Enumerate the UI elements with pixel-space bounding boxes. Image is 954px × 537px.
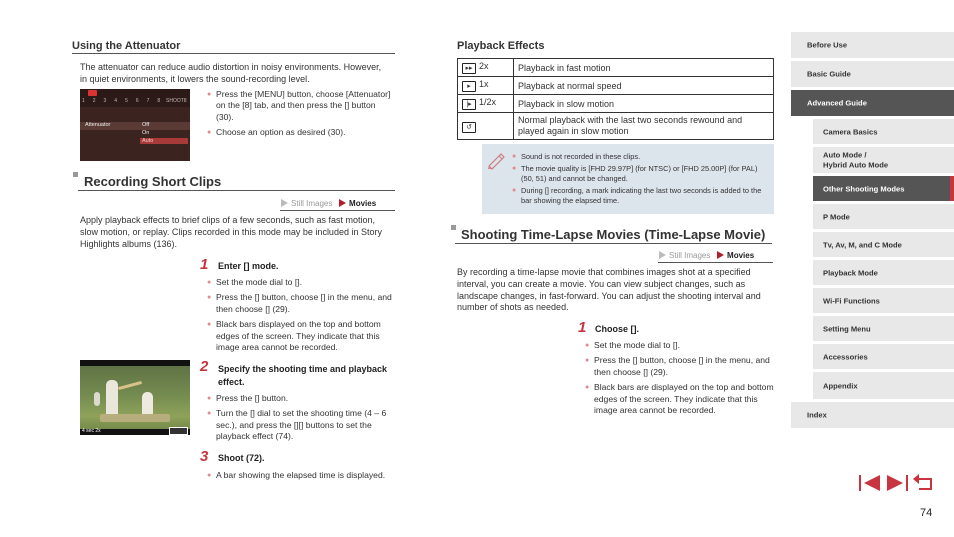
page-number: 74 bbox=[920, 507, 933, 519]
effect-label: 2x bbox=[479, 61, 489, 71]
timelapse-step-1-bullet-2: ● Press the [] button, choose [] in the menu, and then choose [] (29). bbox=[585, 355, 775, 378]
nav-p-mode[interactable] bbox=[813, 204, 954, 229]
recording-intro: Apply playback effects to brief clips of a few seconds, such as fast motion, slow motion, or replay. Clips recorded in this mode may be included in Story Highlights albums (136). bbox=[80, 215, 382, 249]
play-icon: ▸ bbox=[462, 81, 476, 92]
menu-option-auto: Auto bbox=[140, 138, 188, 144]
recording-step-1-bullet-3: ● Black bars displayed on the top and bottom edges of the screen. They indicate that this image area cannot be recorded. bbox=[207, 319, 395, 353]
tag-still-images: Still Images bbox=[669, 251, 711, 260]
note-box bbox=[482, 144, 774, 214]
shooting-screen-image bbox=[80, 360, 190, 435]
nav-label: Setting Menu bbox=[823, 323, 871, 333]
tab-numbers: 1 2 3 4 5 6 7 8 bbox=[82, 98, 164, 104]
recording-step-1-bullet-1: ● Set the mode dial to []. bbox=[207, 277, 395, 288]
recording-step-2-bullet-1: ● Press the [] button. bbox=[207, 393, 395, 404]
nav-camera-basics[interactable] bbox=[813, 119, 954, 144]
nav-label: Before Use bbox=[807, 40, 848, 50]
recording-step-3-bullet-1: ● A bar showing the elapsed time is displayed. bbox=[207, 470, 395, 481]
recording-step-2-bullet-2: ● Turn the [] dial to set the shooting time (4 – 6 sec.), and press the [][] buttons to set the playback effect (74). bbox=[207, 408, 395, 442]
attenuator-bullet-1: ● Press the [MENU] button, choose [Attenuator] on the [8] tab, and then press the [] button (30). bbox=[207, 89, 395, 123]
nav-playback-mode[interactable] bbox=[813, 260, 954, 285]
wicketkeeper-figure bbox=[142, 392, 153, 416]
timelapse-tags-rule bbox=[658, 262, 773, 263]
tab-shoot8: SHOOT8 bbox=[166, 98, 187, 104]
lcd-status-bar: 4 sec 2x bbox=[82, 428, 101, 434]
nav-label: Basic Guide bbox=[807, 69, 851, 79]
next-page-icon[interactable] bbox=[885, 473, 909, 493]
nav-accessories[interactable] bbox=[813, 344, 954, 369]
nav-label: Accessories bbox=[823, 351, 868, 361]
still-images-marker-icon bbox=[659, 251, 666, 259]
movies-marker-icon bbox=[717, 251, 724, 259]
return-icon[interactable] bbox=[911, 473, 935, 493]
tag-still-images: Still Images bbox=[291, 199, 333, 208]
note-bullet-3: ● During [] recording, a mark indicating the last two seconds is added to the bar showing the elapsed time. bbox=[512, 186, 767, 206]
nav-label: Tv, Av, M, and C Mode bbox=[823, 239, 902, 249]
recording-step-3-number: 3 bbox=[200, 448, 209, 465]
recording-heading: Recording Short Clips bbox=[78, 174, 395, 191]
tag-movies: Movies bbox=[727, 251, 755, 260]
movies-marker-icon bbox=[339, 199, 346, 207]
nav-tv-av-m-c-mode[interactable] bbox=[813, 232, 954, 257]
slow-play-icon: |▸ bbox=[462, 99, 476, 110]
timelapse-mode-tags bbox=[659, 251, 754, 260]
recording-step-2-title: Specify the shooting time and playback effect. bbox=[218, 364, 388, 387]
pencil-note-icon bbox=[486, 148, 508, 170]
camera-tab-icon bbox=[88, 90, 97, 96]
nav-label: Index bbox=[807, 410, 827, 420]
effect-description: Normal playback with the last two seconds rewound and played again in slow motion bbox=[514, 113, 774, 140]
pitch bbox=[100, 414, 170, 422]
nav-label: Other Shooting Modes bbox=[823, 183, 905, 193]
effect-description: Playback at normal speed bbox=[514, 77, 774, 95]
table-row bbox=[458, 77, 774, 95]
timelapse-heading: Shooting Time-Lapse Movies (Time-Lapse Movie) bbox=[455, 227, 772, 244]
recording-step-2-number: 2 bbox=[200, 358, 209, 375]
lcd-playback-box bbox=[169, 427, 188, 435]
bat bbox=[118, 381, 142, 390]
nav-label: Appendix bbox=[823, 380, 858, 390]
effect-label: 1/2x bbox=[479, 97, 497, 107]
timelapse-step-1-bullet-1: ● Set the mode dial to []. bbox=[585, 340, 775, 351]
nav-appendix[interactable] bbox=[813, 372, 954, 399]
playback-heading: Playback Effects bbox=[457, 40, 545, 52]
menu-option-on: On bbox=[142, 130, 150, 136]
fielder-figure bbox=[94, 392, 100, 406]
playback-effects-table bbox=[457, 58, 774, 140]
nav-wifi-functions[interactable] bbox=[813, 288, 954, 313]
still-images-marker-icon bbox=[281, 199, 288, 207]
nav-label: Auto Mode / Hybrid Auto Mode bbox=[823, 150, 889, 169]
note-bullet-2: ● The movie quality is [FHD 29.97P] (for NTSC) or [FHD 25.00P] (for PAL) (50, 51) and cannot be changed. bbox=[512, 164, 767, 184]
nav-setting-menu[interactable] bbox=[813, 316, 954, 341]
side-navigation bbox=[791, 32, 954, 432]
previous-page-icon[interactable] bbox=[858, 473, 882, 493]
timelapse-step-1-number: 1 bbox=[578, 319, 587, 336]
timelapse-step-1-title: Choose []. bbox=[595, 324, 639, 334]
attenuator-bullet-2: ● Choose an option as desired (30). bbox=[207, 127, 395, 138]
nav-label: Wi-Fi Functions bbox=[823, 295, 880, 305]
nav-index[interactable] bbox=[791, 402, 954, 428]
attenuator-menu-screen bbox=[80, 89, 190, 161]
nav-basic-guide[interactable] bbox=[791, 61, 954, 87]
attenuator-body: The attenuator can reduce audio distortion in noisy environments. However, in quiet environments, it lowers the sound-recording level. bbox=[80, 62, 382, 84]
recording-step-1-number: 1 bbox=[200, 256, 209, 273]
nav-label: Camera Basics bbox=[823, 126, 878, 136]
attenuator-heading: Using the Attenuator bbox=[72, 40, 395, 54]
table-row bbox=[458, 59, 774, 77]
nav-before-use[interactable] bbox=[791, 32, 954, 58]
batsman-figure bbox=[106, 380, 118, 416]
menu-option-off: Off bbox=[142, 122, 150, 128]
timelapse-step-1-bullet-3: ● Black bars are displayed on the top and bottom edges of the screen. They indicate that this image area cannot be recorded. bbox=[585, 382, 775, 416]
effect-description: Playback in slow motion bbox=[514, 95, 774, 113]
nav-label: P Mode bbox=[823, 211, 850, 221]
fast-forward-icon: ▸▸ bbox=[462, 63, 476, 74]
recording-tags-rule bbox=[280, 210, 395, 211]
table-row bbox=[458, 95, 774, 113]
note-bullet-1: ● Sound is not recorded in these clips. bbox=[512, 152, 767, 162]
nav-label: Playback Mode bbox=[823, 267, 878, 277]
effect-description: Playback in fast motion bbox=[514, 59, 774, 77]
nav-other-shooting-modes[interactable] bbox=[813, 176, 954, 201]
recording-step-3-title: Shoot (72). bbox=[218, 453, 265, 463]
timelapse-intro: By recording a time-lapse movie that combines images shot at a specified interval, you can create a movie. You can view subject changes, such as landscape changes, in fast-forward. You can adjust the shooting interval and number of shots as needed. bbox=[457, 267, 761, 313]
replay-icon: ↺ bbox=[462, 122, 476, 133]
nav-advanced-guide[interactable] bbox=[791, 90, 954, 116]
recording-step-1-bullet-2: ● Press the [] button, choose [] in the menu, and then choose [] (29). bbox=[207, 292, 395, 315]
effect-label: 1x bbox=[479, 79, 489, 89]
recording-mode-tags bbox=[281, 199, 376, 208]
recording-step-1-title: Enter [] mode. bbox=[218, 261, 279, 271]
nav-label: Advanced Guide bbox=[807, 98, 867, 108]
tag-movies: Movies bbox=[349, 199, 377, 208]
nav-auto-mode[interactable] bbox=[813, 147, 954, 173]
table-row bbox=[458, 113, 774, 140]
menu-label-attenuator: Attenuator bbox=[85, 122, 111, 128]
